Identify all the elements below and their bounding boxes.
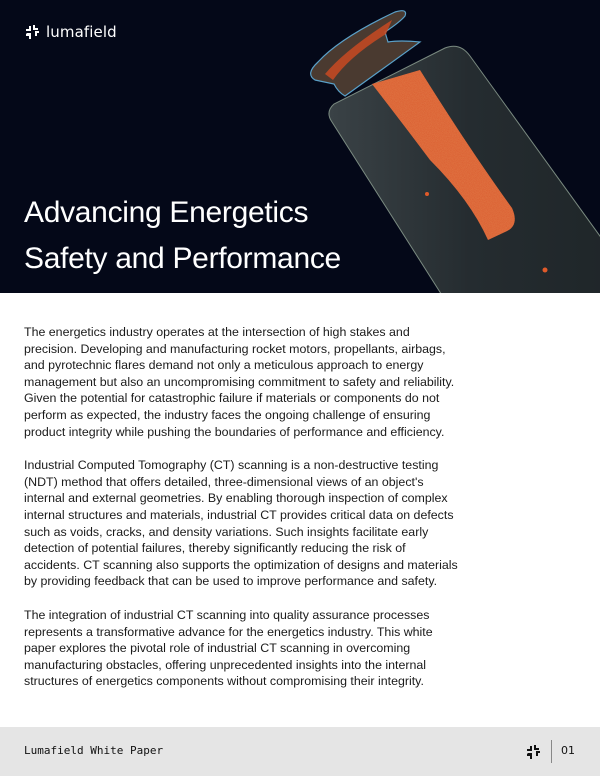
- hero-banner: [0, 0, 600, 293]
- text-line: (NDT) method that offers detailed, three-dimensional views of an object's: [24, 474, 424, 489]
- text-line: Industrial Computed Tomography (CT) scanning is a non-destructive testing: [24, 458, 439, 473]
- page-number: 01: [561, 744, 575, 757]
- text-line: The integration of industrial CT scanning into quality assurance processes: [24, 607, 430, 622]
- title-line: Advancing Energetics: [24, 196, 309, 229]
- brand-logo: [24, 24, 117, 40]
- text-line: internal structures and materials, industrial CT provides critical data on defects: [24, 507, 454, 522]
- page-footer: [0, 727, 600, 776]
- text-line: precision. Developing and manufacturing rocket motors, propellants, airbags,: [24, 341, 446, 356]
- brand-wordmark: lumafield: [46, 23, 117, 41]
- paragraph-integration: [24, 607, 584, 690]
- text-line: such as voids, cracks, and density variations. Such insights facilitate early: [24, 524, 429, 539]
- text-line: detection of potential failures, thereby significantly reducing the risk of: [24, 541, 406, 556]
- text-line: accidents. CT scanning also supports the optimization of designs and materials: [24, 557, 458, 572]
- text-line: Given the potential for catastrophic failure if materials or components do not: [24, 391, 440, 406]
- pinwheel-logo-icon: [24, 24, 40, 40]
- footer-divider: [551, 740, 552, 763]
- text-line: The energetics industry operates at the intersection of high stakes and: [24, 325, 410, 339]
- title-line: Safety and Performance: [24, 242, 341, 275]
- text-line: manufacturing obstacles, offering unprecedented insights into the internal: [24, 657, 427, 672]
- text-line: structures of energetics components without compromising their integrity.: [24, 674, 424, 689]
- pinwheel-logo-icon: [525, 744, 541, 760]
- text-line: perform as expected, the industry faces the ongoing challenge of ensuring: [24, 407, 431, 422]
- paragraph-intro: [24, 324, 584, 440]
- text-line: product integrity while pushing the boundaries of performance and efficiency.: [24, 424, 445, 439]
- body-content: [24, 324, 584, 707]
- text-line: internal and external geometries. By enabling thorough inspection of complex: [24, 491, 448, 506]
- text-line: paper explores the pivotal role of industrial CT scanning in overcoming: [24, 641, 411, 656]
- text-line: and pyrotechnic flares demand not only a meticulous approach to energy: [24, 358, 424, 373]
- footer-label: Lumafield White Paper: [24, 744, 164, 757]
- text-line: management but also an uncompromising commitment to safety and reliability.: [24, 374, 455, 389]
- text-line: represents a transformative advance for the energetics industry. This white: [24, 624, 433, 639]
- text-line: by providing feedback that can be used to improve performance and safety.: [24, 574, 438, 589]
- paragraph-ct-scanning: [24, 457, 584, 590]
- page-title: [24, 190, 341, 282]
